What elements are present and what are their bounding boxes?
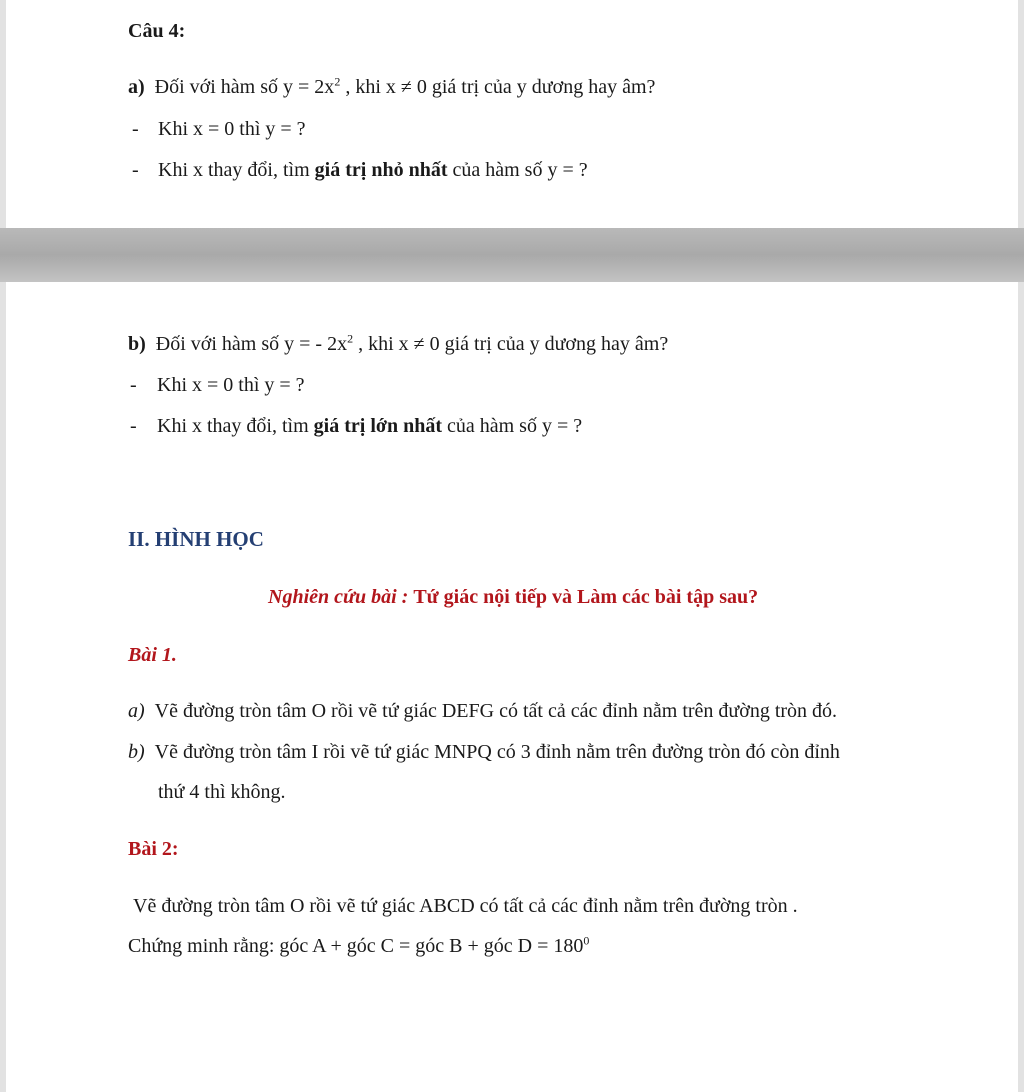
question-4b-text-after: , khi x ≠ 0 giá trị của y dương hay âm? [353,333,669,355]
bullet-2-pre: Khi x thay đổi, tìm [158,159,315,181]
bullet-dash: - [132,118,139,140]
bullet-dash: - [132,159,139,181]
bai-2-line-1: Vẽ đường tròn tâm O rồi vẽ tứ giác ABCD có tất cả các đỉnh nằm trên đường tròn . [133,895,798,917]
question-4a-text-after: , khi x ≠ 0 giá trị của y dương hay âm? [340,76,656,98]
bai-1-b-text-line-1: Vẽ đường tròn tâm I rồi vẽ tứ giác MNPQ có 3 đỉnh nằm trên đường tròn đó còn đỉnh [154,741,840,763]
degree-mark: 0 [583,933,590,948]
bai-1-a [128,700,837,723]
intro-italic: Nghiên cứu bài : [268,586,414,608]
bullet-dash: - [130,374,137,396]
document-page-top [6,0,1018,228]
bai-1-a-text: Vẽ đường tròn tâm O rồi vẽ tứ giác DEFG có tất cả các đỉnh nằm trên đường tròn đó. [154,700,838,722]
question-4-title: Câu 4: [128,20,186,42]
bai-1-a-label: a) [128,700,145,722]
bai-2-title: Bài 2: [128,838,179,860]
bai-2-line-2 [128,935,589,958]
question-4b [128,333,668,356]
geometry-heading: II. HÌNH HỌC [128,527,264,551]
question-4a-label: a) [128,76,145,98]
bullet-2-post: của hàm số y = ? [447,159,588,181]
bai-1-b-text-line-2: thứ 4 thì không. [158,781,286,803]
bullet-2-pre: Khi x thay đổi, tìm [157,415,314,437]
bullet-2-post: của hàm số y = ? [441,415,583,437]
question-4a-bullet-2 [158,159,588,182]
question-4b-bullet-2 [157,415,582,438]
question-4b-exponent: 2 [347,331,354,346]
bullet-2-bold: giá trị lớn nhất [313,415,442,437]
bai-1-b-label: b) [128,741,145,763]
question-4b-label: b) [128,333,146,355]
document-page-bottom [6,282,1018,1092]
question-4a-bullet-1: Khi x = 0 thì y = ? [158,118,306,140]
question-4a [128,76,655,99]
page-gap [0,228,1024,282]
bai-1-title: Bài 1. [128,644,177,666]
bullet-2-bold: giá trị nhỏ nhất [314,159,448,181]
intro-rest: Tứ giác nội tiếp và Làm các bài tập sau? [413,586,759,608]
bai-2-line-2-text: Chứng minh rằng: góc A + góc C = góc B + góc D = 180 [128,935,584,957]
question-4a-text-before: Đối với hàm số y = 2x [154,76,335,98]
bai-1-b [128,741,840,764]
question-4a-exponent: 2 [334,74,341,89]
bullet-dash: - [130,415,137,437]
right-edge [1018,0,1024,1092]
question-4b-bullet-1: Khi x = 0 thì y = ? [157,374,305,396]
geometry-intro [268,586,758,609]
question-4b-text-before: Đối với hàm số y = - 2x [155,333,348,355]
